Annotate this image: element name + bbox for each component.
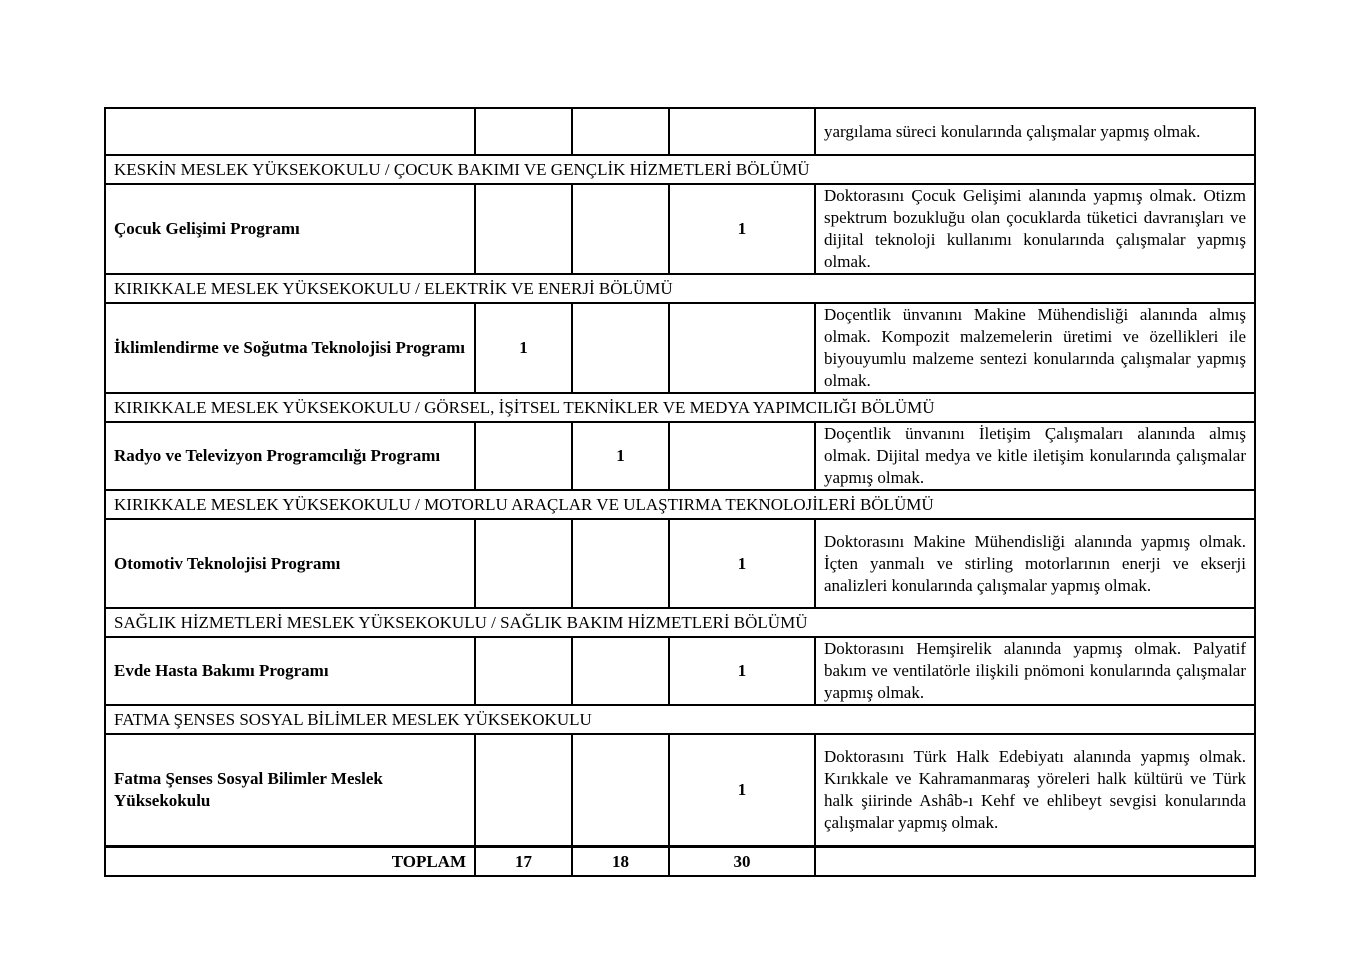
section-row	[105, 274, 1255, 303]
count-cell-1: 1	[475, 303, 572, 393]
count-cell-1	[475, 637, 572, 705]
count-cell-3: 1	[669, 184, 815, 274]
total-count-3: 30	[669, 847, 815, 877]
count-cell-1	[475, 519, 572, 608]
count-cell-3: 1	[669, 519, 815, 608]
program-cell: İklimlendirme ve Soğutma Teknolojisi Programı	[105, 303, 475, 393]
count-cell-1	[475, 422, 572, 490]
total-count-2: 18	[572, 847, 669, 877]
program-cell: Otomotiv Teknolojisi Programı	[105, 519, 475, 608]
count-cell-3: 1	[669, 734, 815, 847]
table-row	[105, 734, 1255, 847]
table-row	[105, 303, 1255, 393]
total-row	[105, 847, 1255, 877]
count-cell-1	[475, 734, 572, 847]
program-cell: Fatma Şenses Sosyal Bilimler Meslek Yüksekokulu	[105, 734, 475, 847]
count-cell-1	[475, 184, 572, 274]
section-row	[105, 155, 1255, 184]
count-cell-2	[572, 303, 669, 393]
requirement-cell: Doktorasını Makine Mühendisliği alanında yapmış olmak. İçten yanmalı ve stirling motorlarının enerji ve ekserji analizleri konularında çalışmalar yapmış olmak.	[815, 519, 1255, 608]
requirement-cell: yargılama süreci konularında çalışmalar yapmış olmak.	[815, 108, 1255, 155]
section-heading: KIRIKKALE MESLEK YÜKSEKOKULU / ELEKTRİK VE ENERJİ BÖLÜMÜ	[105, 274, 1255, 303]
table-row	[105, 519, 1255, 608]
requirement-cell: Doçentlik ünvanını İletişim Çalışmaları alanında almış olmak. Dijital medya ve kitle iletişim konularında çalışmalar yapmış olmak.	[815, 422, 1255, 490]
total-label: TOPLAM	[105, 847, 475, 877]
count-cell-2	[572, 519, 669, 608]
count-cell-3	[669, 108, 815, 155]
program-cell: Radyo ve Televizyon Programcılığı Programı	[105, 422, 475, 490]
requirement-cell: Doktorasını Hemşirelik alanında yapmış olmak. Palyatif bakım ve ventilatörle ilişkili pnömoni konularında çalışmalar yapmış olmak.	[815, 637, 1255, 705]
requirement-cell: Doktorasını Türk Halk Edebiyatı alanında yapmış olmak. Kırıkkale ve Kahramanmaraş yöreleri halk kültürü ve Türk halk şiirinde Ashâb-ı Kehf ve ehlibeyt sevgisi konularında çalışmalar yapmış olmak.	[815, 734, 1255, 847]
table-row	[105, 637, 1255, 705]
section-heading: KESKİN MESLEK YÜKSEKOKULU / ÇOCUK BAKIMI VE GENÇLİK HİZMETLERİ BÖLÜMÜ	[105, 155, 1255, 184]
count-cell-2	[572, 734, 669, 847]
program-cell: Çocuk Gelişimi Programı	[105, 184, 475, 274]
count-cell-3	[669, 422, 815, 490]
faculty-positions-table	[104, 107, 1256, 877]
count-cell-2	[572, 184, 669, 274]
section-heading: SAĞLIK HİZMETLERİ MESLEK YÜKSEKOKULU / SAĞLIK BAKIM HİZMETLERİ BÖLÜMÜ	[105, 608, 1255, 637]
section-heading: KIRIKKALE MESLEK YÜKSEKOKULU / MOTORLU ARAÇLAR VE ULAŞTIRMA TEKNOLOJİLERİ BÖLÜMÜ	[105, 490, 1255, 519]
count-cell-3: 1	[669, 637, 815, 705]
section-row	[105, 705, 1255, 734]
section-heading: KIRIKKALE MESLEK YÜKSEKOKULU / GÖRSEL, İŞİTSEL TEKNİKLER VE MEDYA YAPIMCILIĞI BÖLÜMÜ	[105, 393, 1255, 422]
section-row	[105, 490, 1255, 519]
count-cell-2	[572, 637, 669, 705]
program-cell: Evde Hasta Bakımı Programı	[105, 637, 475, 705]
count-cell-3	[669, 303, 815, 393]
table-row	[105, 422, 1255, 490]
section-row	[105, 393, 1255, 422]
requirement-cell: Doçentlik ünvanını Makine Mühendisliği alanında almış olmak. Kompozit malzemelerin üretimi ve özellikleri ile biyouyumlu malzeme sentezi konularında çalışmalar yapmış olmak.	[815, 303, 1255, 393]
total-requirement-cell	[815, 847, 1255, 877]
total-count-1: 17	[475, 847, 572, 877]
count-cell-2	[572, 108, 669, 155]
table-row	[105, 108, 1255, 155]
program-cell	[105, 108, 475, 155]
count-cell-2: 1	[572, 422, 669, 490]
count-cell-1	[475, 108, 572, 155]
requirement-cell: Doktorasını Çocuk Gelişimi alanında yapmış olmak. Otizm spektrum bozukluğu olan çocuklarda tüketici davranışları ve dijital teknoloji kullanımı konularında çalışmalar yapmış olmak.	[815, 184, 1255, 274]
section-row	[105, 608, 1255, 637]
table-row	[105, 184, 1255, 274]
section-heading: FATMA ŞENSES SOSYAL BİLİMLER MESLEK YÜKSEKOKULU	[105, 705, 1255, 734]
